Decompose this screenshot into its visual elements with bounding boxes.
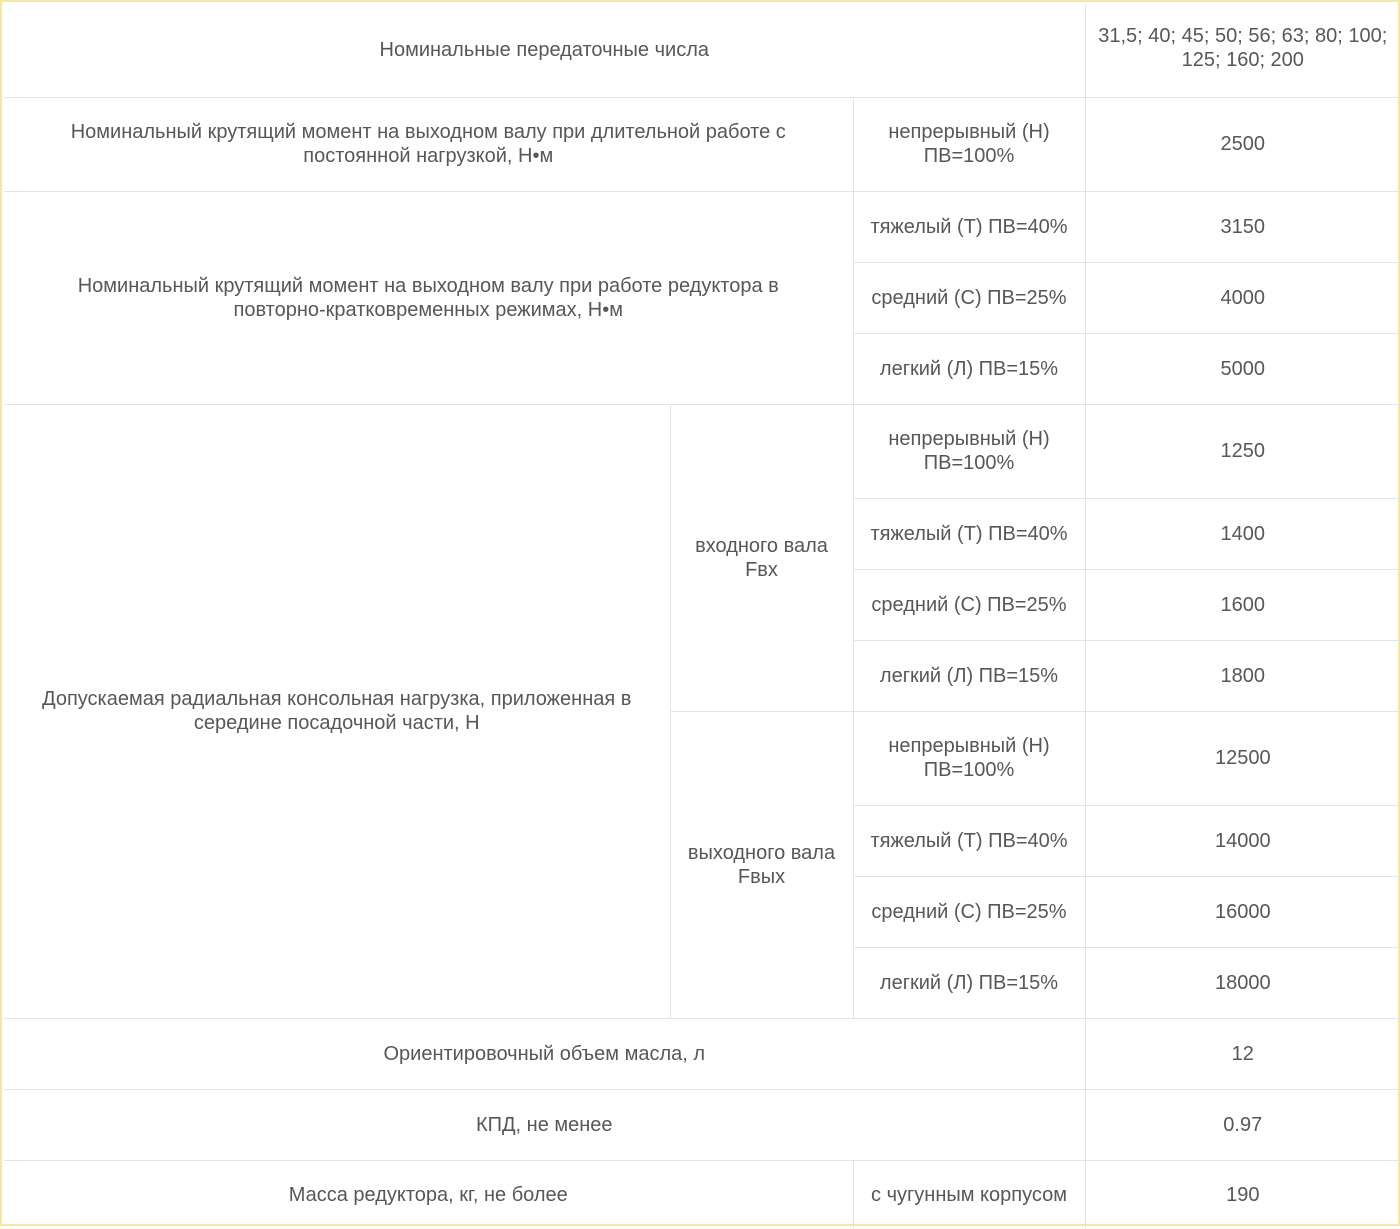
radial-load-label-line2: середине посадочной части, Н: [193, 712, 480, 734]
mass-label: Масса редуктора, кг, не более: [4, 1160, 853, 1229]
output-value-light: 18000: [1085, 947, 1400, 1018]
output-shaft-label-line1: выходного вала: [687, 841, 836, 864]
ratios-label: Номинальные передаточные числа: [4, 4, 1085, 97]
intermittent-mode-heavy: тяжелый (Т) ПВ=40%: [853, 191, 1085, 262]
intermittent-mode-light: легкий (Л) ПВ=15%: [853, 333, 1085, 404]
intermittent-value-medium: 4000: [1085, 262, 1400, 333]
intermittent-mode-medium: средний (С) ПВ=25%: [853, 262, 1085, 333]
mode-line2: ПВ=100%: [923, 452, 1015, 474]
input-mode-continuous: [853, 404, 1085, 498]
oil-volume-value: 12: [1085, 1018, 1400, 1089]
mass-mode: с чугунным корпусом: [853, 1160, 1085, 1229]
table-row: [4, 97, 1400, 191]
continuous-torque-label: [4, 97, 853, 191]
intermittent-torque-label-line1: Номинальный крутящий момент на выходном валу при работе редуктора в: [77, 274, 779, 297]
output-value-medium: 16000: [1085, 876, 1400, 947]
output-mode-continuous: [853, 711, 1085, 805]
intermittent-torque-label-line2: повторно-кратковременных режимах, Н•м: [233, 298, 623, 321]
input-mode-medium: средний (С) ПВ=25%: [853, 569, 1085, 640]
output-value-continuous: 12500: [1085, 711, 1400, 805]
table-row: [4, 1018, 1400, 1089]
mass-value: 190: [1085, 1160, 1400, 1229]
gearbox-spec-table: [4, 4, 1400, 1229]
mode-line1: непрерывный (Н): [888, 735, 1050, 757]
input-shaft-label-line2: Fвх: [745, 558, 778, 581]
table-row: [4, 191, 1400, 262]
intermittent-value-light: 5000: [1085, 333, 1400, 404]
table-row: [4, 4, 1400, 97]
ratios-value-line1: 31,5; 40; 45; 50; 56; 63; 80; 100;: [1098, 25, 1388, 47]
mode-line1: непрерывный (Н): [888, 121, 1050, 143]
output-shaft-label-line2: Fвых: [737, 865, 786, 888]
output-mode-heavy: тяжелый (Т) ПВ=40%: [853, 805, 1085, 876]
efficiency-value: 0.97: [1085, 1089, 1400, 1160]
output-value-heavy: 14000: [1085, 805, 1400, 876]
ratios-value: [1085, 4, 1400, 97]
input-value-heavy: 1400: [1085, 498, 1400, 569]
mode-line2: ПВ=100%: [923, 759, 1015, 781]
output-shaft-label: [670, 711, 853, 1018]
input-shaft-label-line1: входного вала: [695, 534, 828, 557]
mode-line1: непрерывный (Н): [888, 428, 1050, 450]
oil-volume-label: Ориентировочный объем масла, л: [4, 1018, 1085, 1089]
input-value-continuous: 1250: [1085, 404, 1400, 498]
table-row: [4, 1089, 1400, 1160]
output-mode-medium: средний (С) ПВ=25%: [853, 876, 1085, 947]
continuous-torque-value: 2500: [1085, 97, 1400, 191]
continuous-torque-label-line2: постоянной нагрузкой, Н•м: [303, 145, 554, 167]
input-value-light: 1800: [1085, 640, 1400, 711]
input-shaft-label: [670, 404, 853, 711]
output-mode-light: легкий (Л) ПВ=15%: [853, 947, 1085, 1018]
mode-line2: ПВ=100%: [923, 145, 1015, 167]
input-mode-light: легкий (Л) ПВ=15%: [853, 640, 1085, 711]
efficiency-label: КПД, не менее: [4, 1089, 1085, 1160]
intermittent-torque-label: [4, 191, 853, 404]
intermittent-value-heavy: 3150: [1085, 191, 1400, 262]
table-row: [4, 1160, 1400, 1229]
continuous-torque-mode: [853, 97, 1085, 191]
table-row: [4, 404, 1400, 498]
ratios-value-line2: 125; 160; 200: [1181, 49, 1304, 71]
radial-load-label-line1: Допускаемая радиальная консольная нагрузка, приложенная в: [42, 688, 632, 710]
radial-load-label: [4, 404, 670, 1018]
input-mode-heavy: тяжелый (Т) ПВ=40%: [853, 498, 1085, 569]
continuous-torque-label-line1: Номинальный крутящий момент на выходном валу при длительной работе с: [70, 121, 786, 143]
input-value-medium: 1600: [1085, 569, 1400, 640]
